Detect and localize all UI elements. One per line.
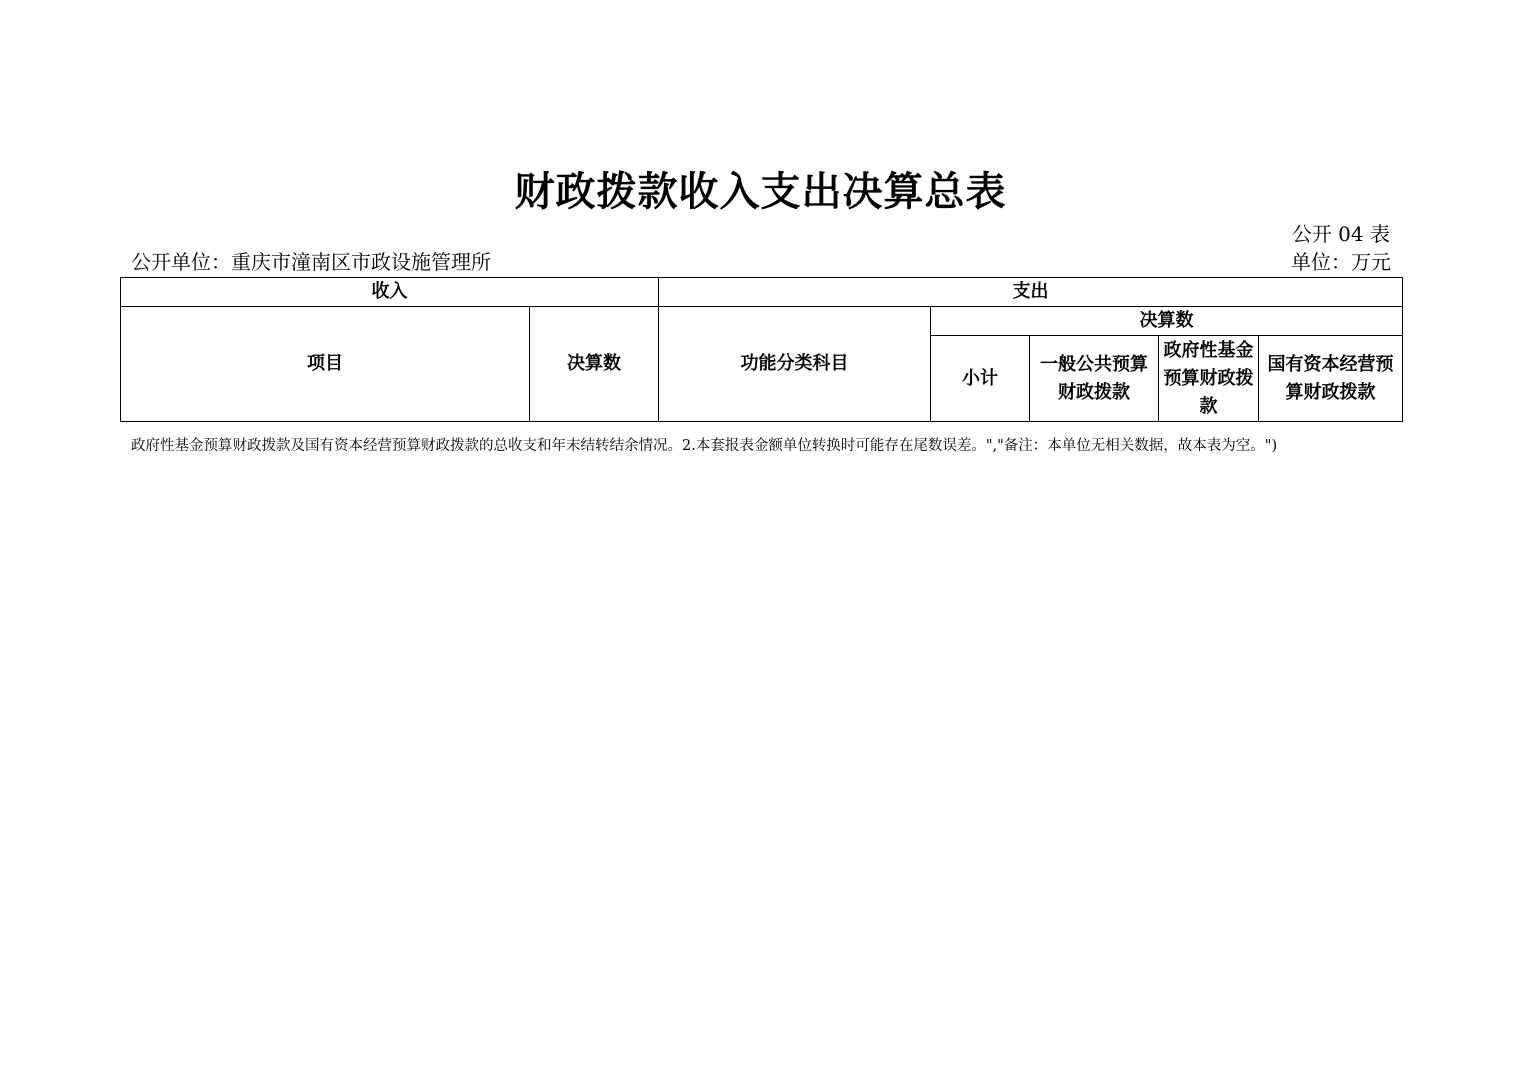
state-capital-header: 国有资本经营预算财政拨款	[1259, 336, 1403, 422]
functional-category-header: 功能分类科目	[659, 307, 931, 422]
currency-unit: 单位：万元	[1291, 250, 1391, 274]
expense-header: 支出	[659, 278, 1403, 307]
income-amount-header: 决算数	[530, 307, 659, 422]
expense-amount-header: 决算数	[931, 307, 1403, 336]
reporting-organization: 公开单位：重庆市潼南区市政设施管理所	[131, 250, 491, 274]
income-item-header: 项目	[121, 307, 530, 422]
footnote: 政府性基金预算财政拨款及国有资本经营预算财政拨款的总收支和年末结转结余情况。2.本套报表金额单位转换时可能存在尾数误差。","备注：本单位无相关数据，故本表为空。")	[131, 438, 1278, 454]
income-header: 收入	[121, 278, 659, 307]
page-title: 财政拨款收入支出决算总表	[514, 168, 1007, 215]
gov-fund-header: 政府性基金预算财政拨款	[1159, 336, 1259, 422]
general-budget-header: 一般公共预算财政拨款	[1030, 336, 1159, 422]
budget-summary-table	[120, 277, 1403, 422]
subtotal-header: 小计	[931, 336, 1030, 422]
form-number: 公开 04 表	[1291, 222, 1390, 246]
